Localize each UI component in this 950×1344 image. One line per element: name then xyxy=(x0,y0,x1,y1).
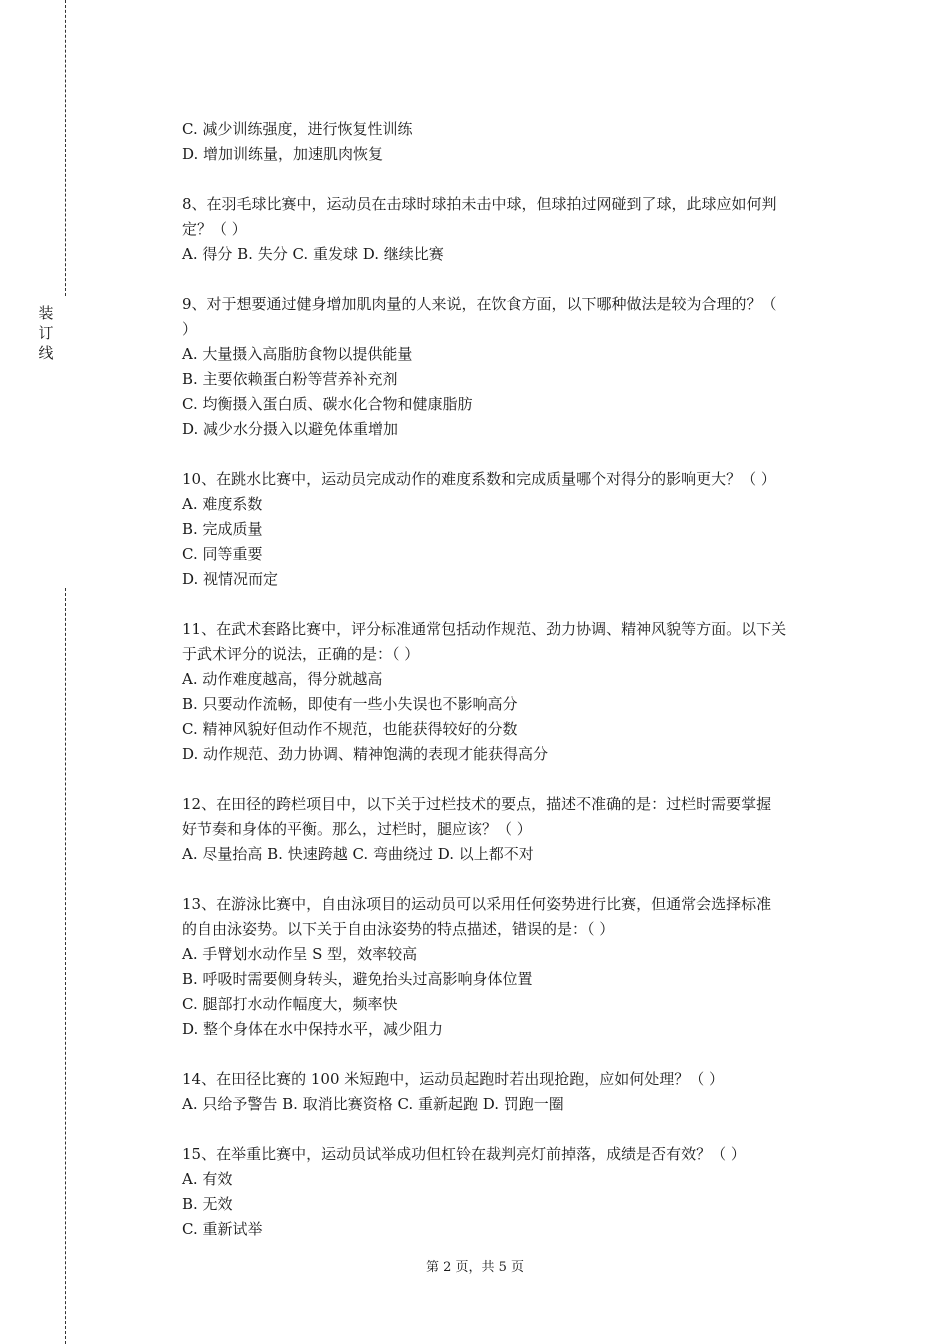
question-stem-line: 15、在举重比赛中，运动员试举成功但杠铃在裁判亮灯前掉落，成绩是否有效？（ ） xyxy=(182,1145,746,1163)
exam-content xyxy=(182,117,842,1267)
question-14 xyxy=(182,1067,842,1117)
question-7-continued xyxy=(182,117,842,167)
binding-dashed-line-bottom xyxy=(65,588,66,1344)
binding-char: 订 xyxy=(38,324,54,342)
option-line: D. 增加训练量，加速肌肉恢复 xyxy=(182,145,384,163)
option-line: C. 精神风貌好但动作不规范，也能获得较好的分数 xyxy=(182,720,518,738)
question-9 xyxy=(182,292,842,442)
option-line: C. 重新试举 xyxy=(182,1220,263,1238)
option-line: B. 只要动作流畅，即使有一些小失误也不影响高分 xyxy=(182,695,518,713)
option-line: C. 同等重要 xyxy=(182,545,263,563)
question-stem-line: 13、在游泳比赛中，自由泳项目的运动员可以采用任何姿势进行比赛，但通常会选择标准 xyxy=(182,895,772,913)
option-line: B. 主要依赖蛋白粉等营养补充剂 xyxy=(182,370,398,388)
option-line: D. 动作规范、劲力协调、精神饱满的表现才能获得高分 xyxy=(182,745,549,763)
option-line: C. 腿部打水动作幅度大，频率快 xyxy=(182,995,398,1013)
question-15 xyxy=(182,1142,842,1242)
question-stem-line: 于武术评分的说法，正确的是：（ ） xyxy=(182,645,420,663)
option-line: A. 动作难度越高，得分就越高 xyxy=(182,670,383,688)
option-line: B. 呼吸时需要侧身转头，避免抬头过高影响身体位置 xyxy=(182,970,533,988)
question-stem-line: 定？（ ） xyxy=(182,220,247,238)
option-line: A. 难度系数 xyxy=(182,495,263,513)
option-line: A. 大量摄入高脂肪食物以提供能量 xyxy=(182,345,413,363)
question-stem-line: 8、在羽毛球比赛中，运动员在击球时球拍未击中球，但球拍过网碰到了球，此球应如何判 xyxy=(182,195,777,213)
option-line: A. 只给予警告 B. 取消比赛资格 C. 重新起跑 D. 罚跑一圈 xyxy=(182,1095,564,1113)
option-line: B. 无效 xyxy=(182,1195,233,1213)
question-8 xyxy=(182,192,842,267)
question-stem-line: 10、在跳水比赛中，运动员完成动作的难度系数和完成质量哪个对得分的影响更大？（ ） xyxy=(182,470,776,488)
question-stem-line: 好节奏和身体的平衡。那么，过栏时，腿应该？（ ） xyxy=(182,820,532,838)
binding-char: 装 xyxy=(38,304,54,322)
option-line: A. 得分 B. 失分 C. 重发球 D. 继续比赛 xyxy=(182,245,444,263)
question-11 xyxy=(182,617,842,767)
question-stem-line: 的自由泳姿势。以下关于自由泳姿势的特点描述，错误的是：（ ） xyxy=(182,920,615,938)
question-10 xyxy=(182,467,842,592)
option-line: C. 减少训练强度，进行恢复性训练 xyxy=(182,120,413,138)
question-stem-line: 9、对于想要通过健身增加肌肉量的人来说，在饮食方面，以下哪种做法是较为合理的？（ xyxy=(182,295,777,313)
binding-char: 线 xyxy=(38,344,54,362)
option-line: D. 减少水分摄入以避免体重增加 xyxy=(182,420,399,438)
page-number: 第 2 页，共 5 页 xyxy=(425,1260,525,1275)
option-line: A. 尽量抬高 B. 快速跨越 C. 弯曲绕过 D. 以上都不对 xyxy=(182,845,534,863)
option-line: A. 手臂划水动作呈 S 型，效率较高 xyxy=(182,945,418,963)
question-stem-line: 12、在田径的跨栏项目中，以下关于过栏技术的要点，描述不准确的是：过栏时需要掌握 xyxy=(182,795,772,813)
binding-label xyxy=(37,303,55,363)
option-line: D. 整个身体在水中保持水平，减少阻力 xyxy=(182,1020,444,1038)
question-stem-line: 14、在田径比赛的 100 米短跑中，运动员起跑时若出现抢跑，应如何处理？（ ） xyxy=(182,1070,725,1088)
question-12 xyxy=(182,792,842,867)
option-line: B. 完成质量 xyxy=(182,520,263,538)
question-stem-line: ） xyxy=(182,320,198,338)
option-line: D. 视情况而定 xyxy=(182,570,279,588)
option-line: A. 有效 xyxy=(182,1170,233,1188)
option-line: C. 均衡摄入蛋白质、碳水化合物和健康脂肪 xyxy=(182,395,473,413)
question-13 xyxy=(182,892,842,1042)
question-stem-line: 11、在武术套路比赛中，评分标准通常包括动作规范、劲力协调、精神风貌等方面。以下关 xyxy=(182,620,787,638)
binding-dashed-line-top xyxy=(65,0,66,296)
